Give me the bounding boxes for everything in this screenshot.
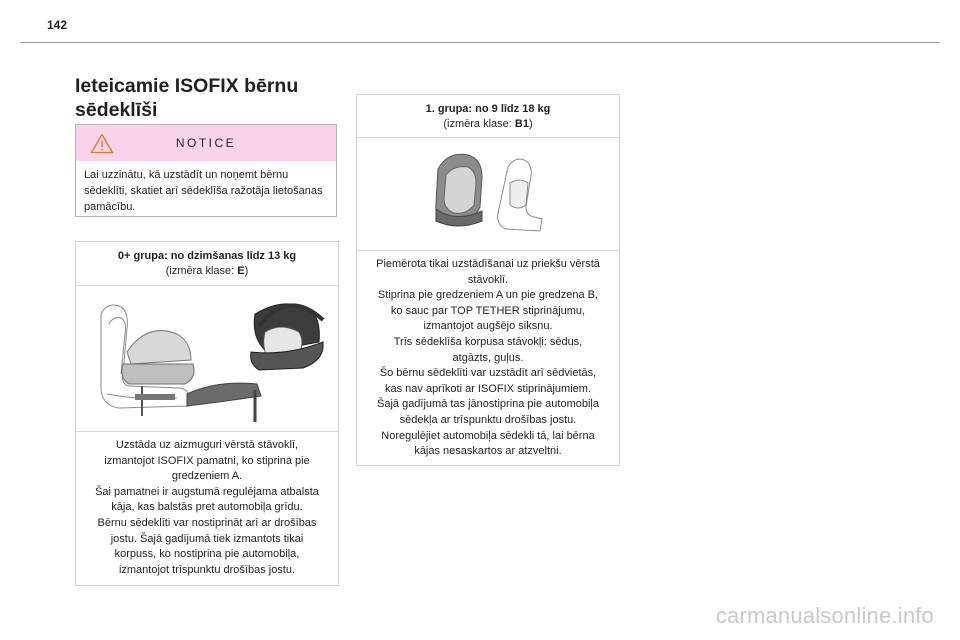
notice-text: Lai uzzinātu, kā uzstādīt un noņemt bērnu sēdeklīti, skatiet arī sēdeklīša ražotāja lietošanas pamācību. [84, 169, 323, 213]
watermark: carmanualsonline.info [715, 603, 934, 628]
page-number: 142 [47, 18, 68, 32]
page-title: Ieteicamie ISOFIX bērnu sēdeklīši [75, 75, 299, 121]
notice-title: NOTICE [175, 136, 237, 150]
card-header [357, 95, 619, 137]
child-seat-illustration [357, 138, 619, 250]
card-description: Piemērota tikai uzstādīšanai uz priekšu vērstā stāvoklī. Stiprina pie gredzeniem A un pie gredzena B, ko sauc par TOP TETHER stiprinājumu, izmantojot augšējo siksnu. Trīs sēdeklīša korpusa stāvokļi: sēdus, atgāzts, guļus. Šo bērnu sēdeklīti var uzstādīt arī sēdvietās, kas nav aprīkoti ar ISOFIX stiprinājumiem. Šajā gadījumā tas jānostiprina pie automobiļa sēdekļa ar trīspunktu drošības jostu. Noregulējiet automobiļa sēdekli tā, lai bērna kājas nesaskartos ar atzveltni. [376, 258, 600, 458]
group-title: 1. grupa: no 9 līdz 18 kg [425, 103, 551, 115]
notice-box [75, 124, 337, 217]
warning-icon [90, 133, 114, 154]
card-group-1 [356, 94, 620, 466]
child-seat-illustration [76, 286, 338, 431]
group-title: 0+ grupa: no dzimšanas līdz 13 kg [117, 250, 297, 262]
notice-header [76, 125, 336, 161]
size-class-line: (izmēra klase: E) [165, 265, 249, 277]
size-class-line: (izmēra klase: B1) [443, 118, 533, 130]
card-header [76, 242, 338, 285]
card-description: Uzstāda uz aizmuguri vērstā stāvoklī, izmantojot ISOFIX pamatni, ko stiprina pie gredzeniem A. Šai pamatnei ir augstumā regulējama atbalsta kāja, kas balstās pret automobiļa grīdu. Bērnu sēdeklīti var nostiprināt arī ar drošības jostu. Šajā gadījumā tiek izmantots tikai korpuss, ko nostiprina pie automobiļa, izmantojot trīspunktu drošības jostu. [95, 439, 319, 576]
card-group-0plus [75, 241, 339, 586]
header-rule [20, 42, 940, 43]
